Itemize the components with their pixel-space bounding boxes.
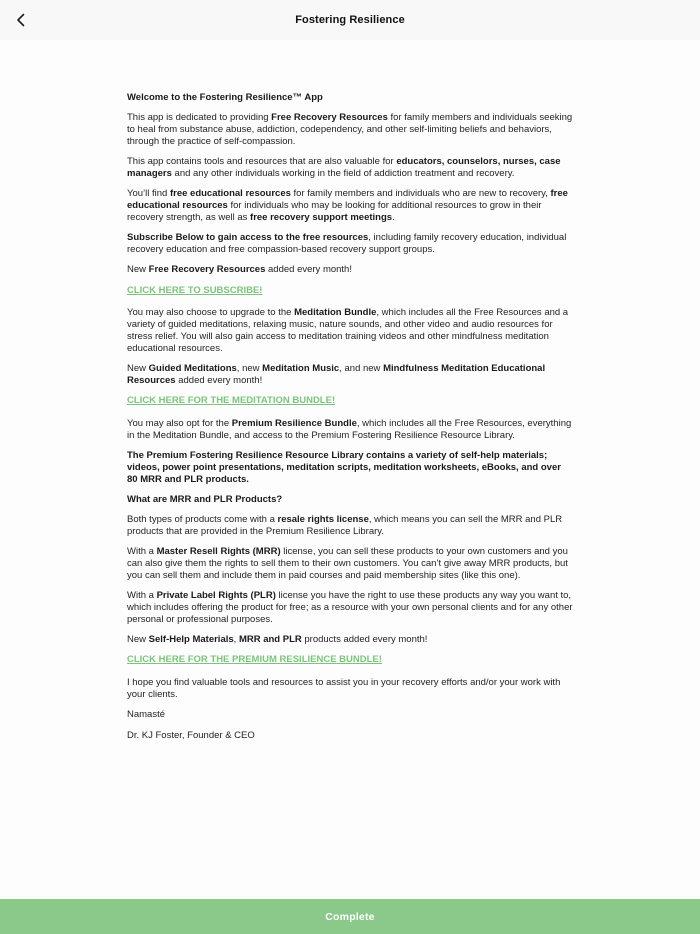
text-segment: .	[392, 211, 395, 223]
text-segment: Both types of products come with a	[127, 514, 278, 526]
header-bar	[0, 0, 700, 40]
text-segment: , which includes all the Free Resources and a variety of guided meditations, relaxing music, nature sounds, and other video and audio resources for stress relief. You will also gain access to meditation training videos and other mindfulness meditation educational resources.	[127, 307, 569, 354]
meditation-bundle-link[interactable]: CLICK HERE FOR THE MEDITATION BUNDLE!	[127, 395, 336, 407]
text-segment: free educational resources	[169, 188, 291, 200]
text-segment: Premium Resilience Bundle	[231, 417, 357, 429]
complete-button[interactable]	[0, 899, 700, 934]
professionals-paragraph	[127, 156, 573, 180]
text-segment: Master Resell Rights (MRR)	[156, 546, 281, 558]
text-segment: Private Label Rights (PLR)	[156, 590, 276, 602]
premium-bundle-link[interactable]: CLICK HERE FOR THE PREMIUM RESILIENCE BUNDLE!	[127, 654, 382, 666]
text-segment: Free Recovery Resources	[148, 264, 266, 276]
page-title: Fostering Resilience	[295, 14, 405, 26]
intro-paragraph	[127, 112, 573, 147]
meditation-bundle-paragraph	[127, 307, 573, 354]
text-segment: Meditation Music	[262, 363, 340, 375]
complete-button-label: Complete	[325, 910, 375, 923]
text-segment: With a	[127, 546, 157, 558]
text-segment: ,	[233, 634, 239, 646]
text-segment: products added every month!	[301, 634, 428, 646]
text-segment: , new	[236, 363, 263, 375]
text-segment: Namasté	[127, 709, 166, 721]
text-segment: educators, counselors, nurses, case managers	[127, 156, 561, 179]
text-segment: I hope you find valuable tools and resources to assist you in your recovery efforts and/or your work with your clients.	[127, 677, 561, 700]
content-scroll-area[interactable]	[0, 40, 700, 899]
plr-paragraph	[127, 590, 573, 625]
mrr-paragraph	[127, 546, 573, 581]
text-segment: , and new	[339, 363, 384, 375]
text-segment: Mindfulness Meditation Educational Resources	[127, 363, 546, 386]
subscribe-link[interactable]: CLICK HERE TO SUBSCRIBE!	[127, 284, 263, 296]
text-segment: What are MRR and PLR Products?	[127, 493, 283, 505]
text-segment: You may also opt for the	[127, 417, 232, 429]
new-self-help-paragraph	[127, 634, 573, 646]
new-meditations-paragraph	[127, 363, 573, 387]
text-segment: New	[127, 363, 149, 375]
text-segment: resale rights license	[277, 514, 369, 526]
text-segment: and any other individuals working in the field of addiction treatment and recovery.	[171, 167, 515, 179]
text-segment: , which includes all the Free Resources, everything in the Meditation Bundle, and access to the Premium Fostering Resilience Resource Library.	[127, 417, 572, 441]
text-segment: license you have the right to use these products any way you want to, which includes offering the product for free; as a resource with your own personal clients and for any other personal or professional purposes.	[127, 590, 573, 625]
welcome-heading	[127, 92, 573, 104]
text-segment: Subscribe Below to gain access to the free resources	[127, 232, 369, 244]
mrr-plr-heading	[127, 494, 573, 506]
text-segment: Self-Help Materials	[148, 634, 234, 646]
namaste-paragraph	[127, 709, 573, 721]
text-segment: With a	[127, 590, 157, 602]
text-segment: , including family recovery education, individual recovery education and free compassion-based recovery support groups.	[127, 232, 567, 255]
subscribe-below-paragraph	[127, 232, 573, 256]
closing-paragraph	[127, 677, 573, 701]
text-segment: New	[127, 634, 149, 646]
text-segment: Welcome to the Fostering Resilience™ App	[127, 92, 323, 103]
text-segment: added every month!	[175, 374, 263, 386]
free-resources-paragraph	[127, 188, 573, 223]
signature-paragraph	[127, 730, 573, 742]
premium-bundle-paragraph	[127, 418, 573, 442]
text-segment: This app contains tools and resources that are also valuable for	[127, 156, 397, 168]
text-segment: for family members and individuals seeking to heal from substance abuse, addiction, codependency, and other self-limiting beliefs and behaviors, through the practice of self-compassion.	[127, 112, 573, 147]
text-segment: This app is dedicated to providing	[127, 112, 272, 124]
text-segment: New	[127, 264, 149, 276]
text-segment: added every month!	[265, 264, 352, 276]
premium-library-paragraph	[127, 450, 573, 485]
text-segment: Dr. KJ Foster, Founder & CEO	[127, 729, 255, 741]
text-segment: You’ll find	[127, 188, 170, 200]
text-segment: free recovery support meetings	[250, 211, 393, 223]
chevron-left-icon	[13, 12, 29, 28]
content-blocks	[127, 92, 573, 741]
text-segment: Meditation Bundle	[294, 307, 377, 319]
text-segment: Free Recovery Resources	[271, 112, 388, 124]
resale-rights-paragraph	[127, 514, 573, 538]
text-segment: Guided Meditations	[148, 363, 237, 375]
text-segment: MRR and PLR	[238, 634, 302, 646]
text-segment: for family members and individuals who are new to recovery,	[290, 188, 551, 200]
back-button[interactable]	[8, 7, 34, 33]
text-segment: free educational resources	[127, 188, 568, 212]
text-segment: for individuals who may be looking for additional resources to grow in their recovery strength, as well as	[127, 200, 542, 223]
text-segment: license, you can sell these products to your own customers and you can also give them the rights to sell them to their own customers. You can’t give away MRR products, but you can sell them and include them in paid courses and paid membership sites (like this one).	[127, 546, 568, 581]
text-segment: , which means you can sell the MRR and PLR products that are provided in the Premium Resilience Library.	[127, 514, 563, 538]
new-free-resources-paragraph	[127, 264, 573, 276]
text-segment: The Premium Fostering Resilience Resource Library contains a variety of self-help materials; videos, power point presentations, meditation scripts, meditation worksheets, eBooks, and over 80 MRR and PLR products.	[127, 450, 561, 485]
text-segment: You may also choose to upgrade to the	[127, 307, 295, 319]
